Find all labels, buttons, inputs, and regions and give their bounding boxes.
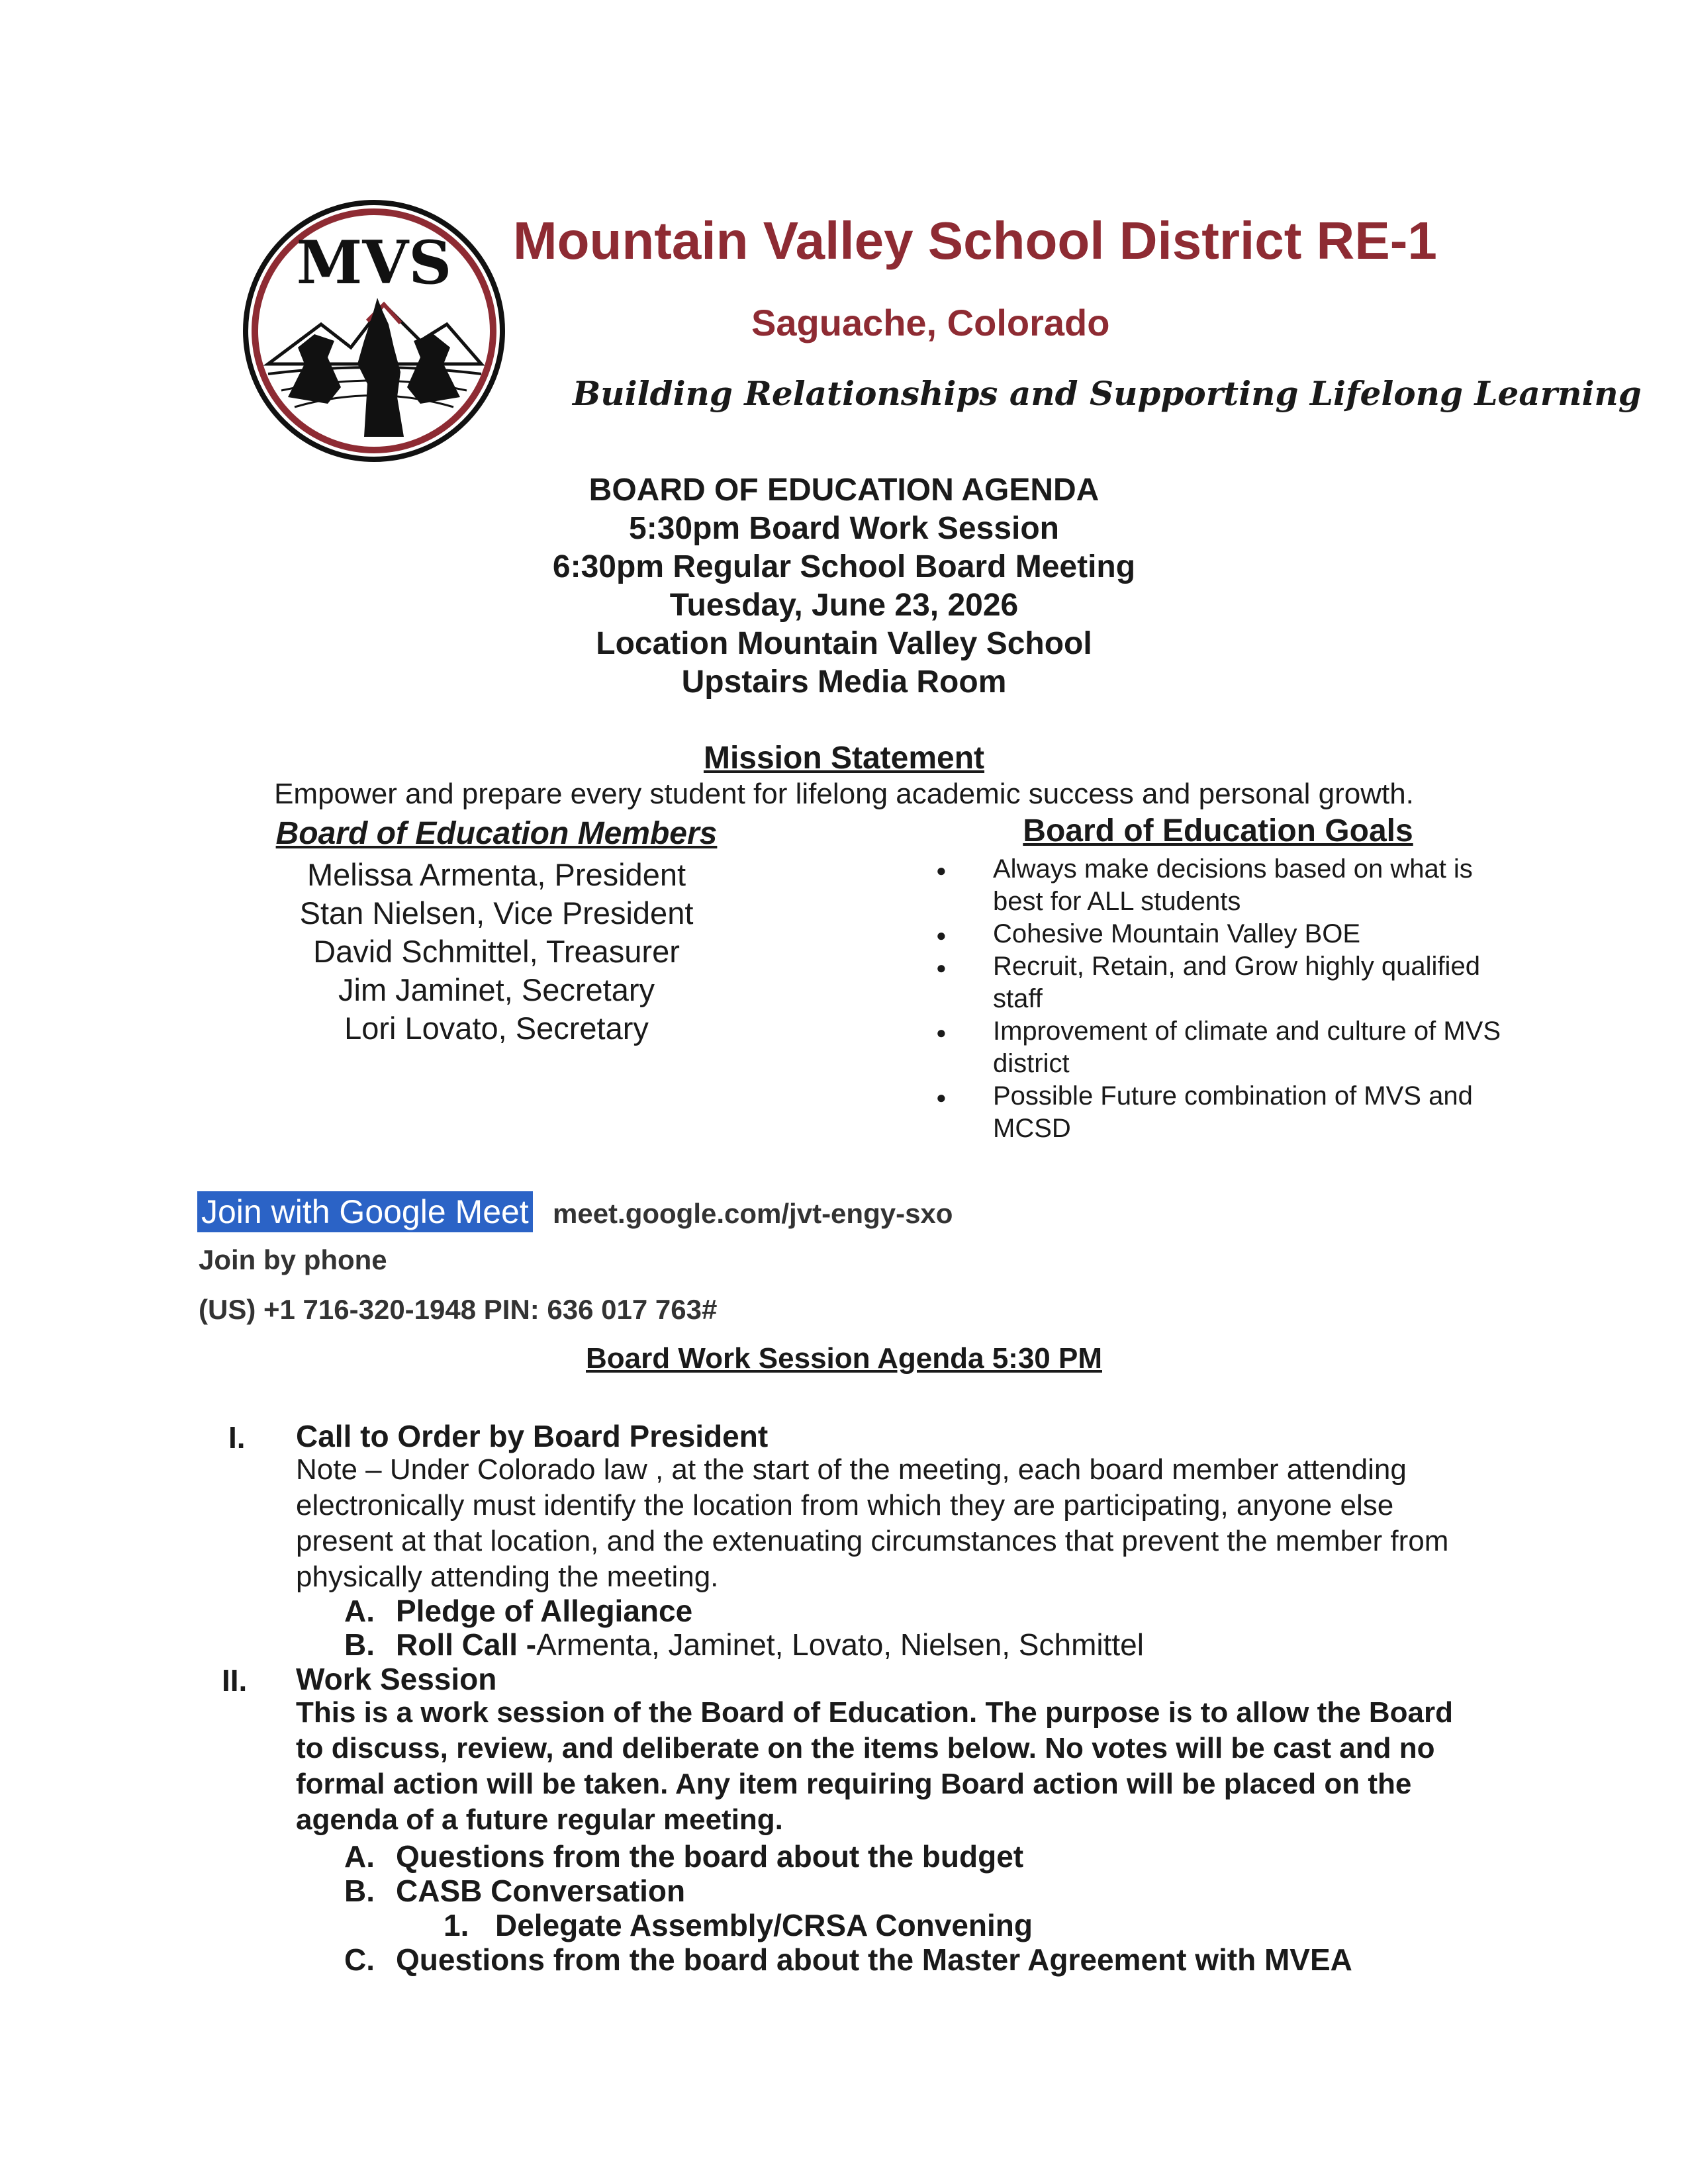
item-2a-text: Questions from the board about the budget [396, 1839, 1024, 1874]
item-2-number: II. [222, 1663, 248, 1698]
district-name: Mountain Valley School District RE-1 [513, 211, 1437, 270]
agenda-location: Location Mountain Valley School [596, 626, 1092, 661]
item-1a-text: Pledge of Allegiance [396, 1594, 693, 1628]
member-item: Jim Jaminet, Secretary [338, 972, 655, 1007]
item-1-number: I. [228, 1420, 246, 1455]
logo-text: MVS [296, 228, 452, 298]
item-2a-label: A. [344, 1839, 375, 1874]
member-item: David Schmittel, Treasurer [313, 934, 680, 969]
item-1-title: Call to Order by Board President [296, 1419, 769, 1453]
meet-url[interactable]: meet.google.com/jvt-engy-sxo [553, 1198, 953, 1229]
agenda-room: Upstairs Media Room [681, 664, 1007, 700]
item-2-text: This is a work session of the Board of Education. The purpose is to allow the Board to discuss, review, and deliberate on the items below. No votes will be cast and no formal action will be taken. Any item requiring Board action will be placed on the agenda of a future regular meeting. [296, 1696, 1454, 1836]
item-1-note: Note – Under Colorado law , at the start of the meeting, each board member attending electronically must identify the location from which they are participating, anyone else present at that location, and the extenuating circumstances that prevent the member from physically attending the meeting. [296, 1453, 1449, 1593]
item-1b-text: Armenta, Jaminet, Lovato, Nielsen, Schmittel [536, 1627, 1144, 1662]
item-1b-label: B. [344, 1627, 375, 1662]
member-item: Melissa Armenta, President [306, 857, 686, 892]
item-2b1-text: Delegate Assembly/CRSA Convening [495, 1908, 1033, 1942]
phone-heading: Join by phone [199, 1244, 387, 1275]
goals-heading: Board of Education Goals [1023, 813, 1413, 848]
district-location: Saguache, Colorado [751, 302, 1110, 343]
member-item: Lori Lovato, Secretary [344, 1011, 649, 1046]
agenda-title: BOARD OF EDUCATION AGENDA [588, 473, 1100, 508]
mission-text: Empower and prepare every student for lifelong academic success and personal growth. [274, 778, 1414, 810]
item-1a [344, 1593, 692, 1629]
district-motto: Building Relationships and Supporting Lifelong Learning [573, 374, 1642, 413]
agenda-date: Tuesday, June 23, 2026 [669, 588, 1019, 623]
goal-item: ● Cohesive Mountain Valley BOE [927, 918, 1509, 950]
goal-item: ● Recruit, Retain, and Grow highly qualified staff [927, 950, 1509, 1015]
item-2b1-label: 1. [444, 1908, 469, 1942]
item-1b-title: Roll Call - [396, 1627, 537, 1662]
item-2c-label: C. [344, 1942, 375, 1977]
goal-item: ● Possible Future combination of MVS and MCSD [927, 1080, 1509, 1145]
item-2c [344, 1942, 1352, 1978]
board-goals [927, 813, 1509, 1145]
google-meet-link[interactable]: Join with Google Meet [197, 1191, 533, 1232]
agenda-work-session-time: 5:30pm Board Work Session [629, 511, 1059, 546]
item-2b [344, 1873, 685, 1909]
goals-list [927, 853, 1509, 1145]
item-2a [344, 1839, 1023, 1874]
goal-item: ● Improvement of climate and culture of MVS district [927, 1015, 1509, 1080]
members-heading: Board of Education Members [275, 816, 718, 851]
item-2b-text: CASB Conversation [396, 1874, 686, 1908]
member-item: Stan Nielsen, Vice President [299, 895, 694, 931]
agenda-header [0, 471, 1688, 702]
goal-item: ● Always make decisions based on what is best for ALL students [927, 853, 1509, 918]
item-2b-label: B. [344, 1874, 375, 1908]
work-session-heading: Board Work Session Agenda 5:30 PM [586, 1342, 1102, 1375]
mission-heading: Mission Statement [703, 741, 985, 776]
item-2b1 [444, 1907, 1033, 1943]
phone-number: (US) +1 716-320-1948 PIN: 636 017 763# [199, 1294, 718, 1325]
agenda-regular-meeting-time: 6:30pm Regular School Board Meeting [552, 549, 1136, 584]
item-1b [344, 1627, 1144, 1662]
item-2-title: Work Session [296, 1662, 497, 1696]
board-members [199, 815, 794, 1048]
district-logo [242, 199, 506, 463]
item-2c-text: Questions from the board about the Master Agreement with MVEA [396, 1942, 1352, 1977]
item-1a-label: A. [344, 1594, 375, 1628]
